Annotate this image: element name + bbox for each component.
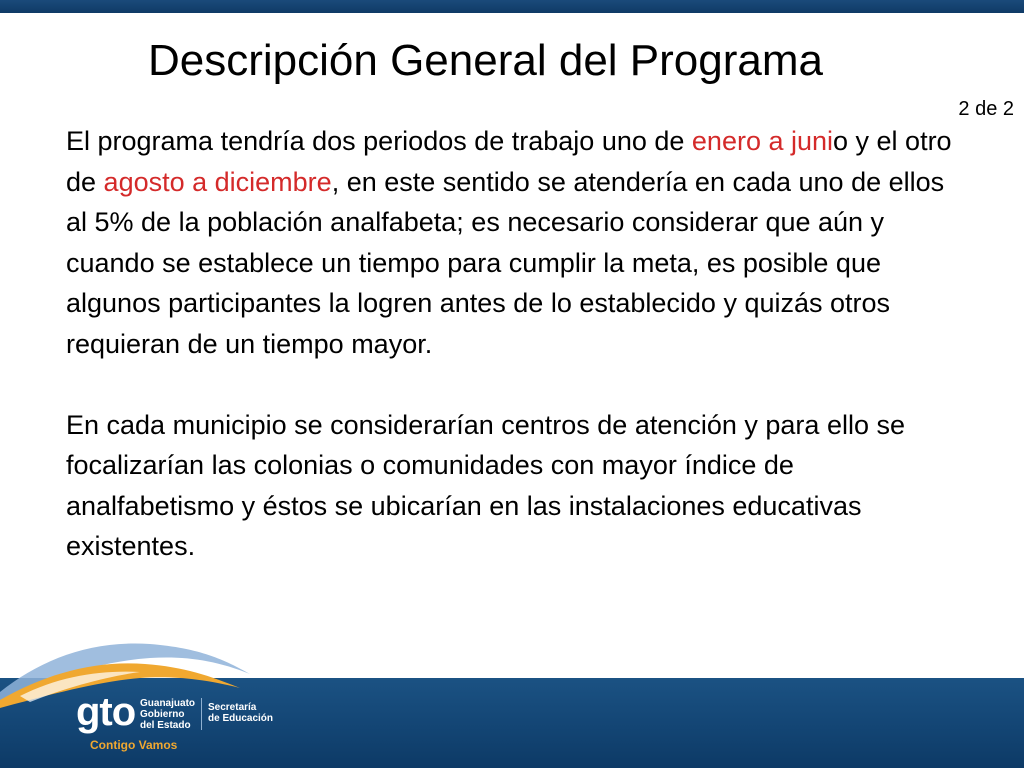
slide-body [66,121,966,567]
slide-title: Descripción General del Programa [148,36,823,85]
gto-wordmark: gto [76,690,136,734]
secretaria-line: Secretaría [208,702,257,713]
paragraph-spacer [66,364,966,405]
secretaria-line: de Educación [208,713,274,724]
paragraph-centers: En cada municipio se considerarían centros de atención y para ello se focalizarían las colonias o comunidades con mayor índice de analfabetismo y éstos se ubicarían en las instalaciones educativas existentes. [66,409,905,561]
page-counter: 2 de 2 [958,98,1014,120]
highlight-enero-junio: enero a juni [691,126,834,156]
agency-line: Guanajuato [140,698,196,709]
agency-name [140,698,210,731]
agency-line: del Estado [140,720,191,731]
slogan: Contigo Vamos [90,738,178,752]
paragraph-text: , en este sentido se atendería en cada uno de ellos al 5% de la población analfabeta; es necesario considerar que aún y cuando se establece un tiempo para cumplir la meta, es posible que algunos participantes la logren antes de lo establecido y quizás otros requieran de un tiempo mayor. [66,166,945,359]
top-bar [0,0,1024,13]
paragraph-text: o y el otro de [66,126,952,197]
agency-line: Gobierno [140,709,185,720]
paragraph-periods [66,121,966,364]
logo-divider [201,698,202,730]
secretaria-name [208,702,298,724]
paragraph-text: El programa tendría dos periodos de trabajo uno de [66,126,692,156]
highlight-agosto-diciembre: agosto a diciembre [103,166,332,197]
